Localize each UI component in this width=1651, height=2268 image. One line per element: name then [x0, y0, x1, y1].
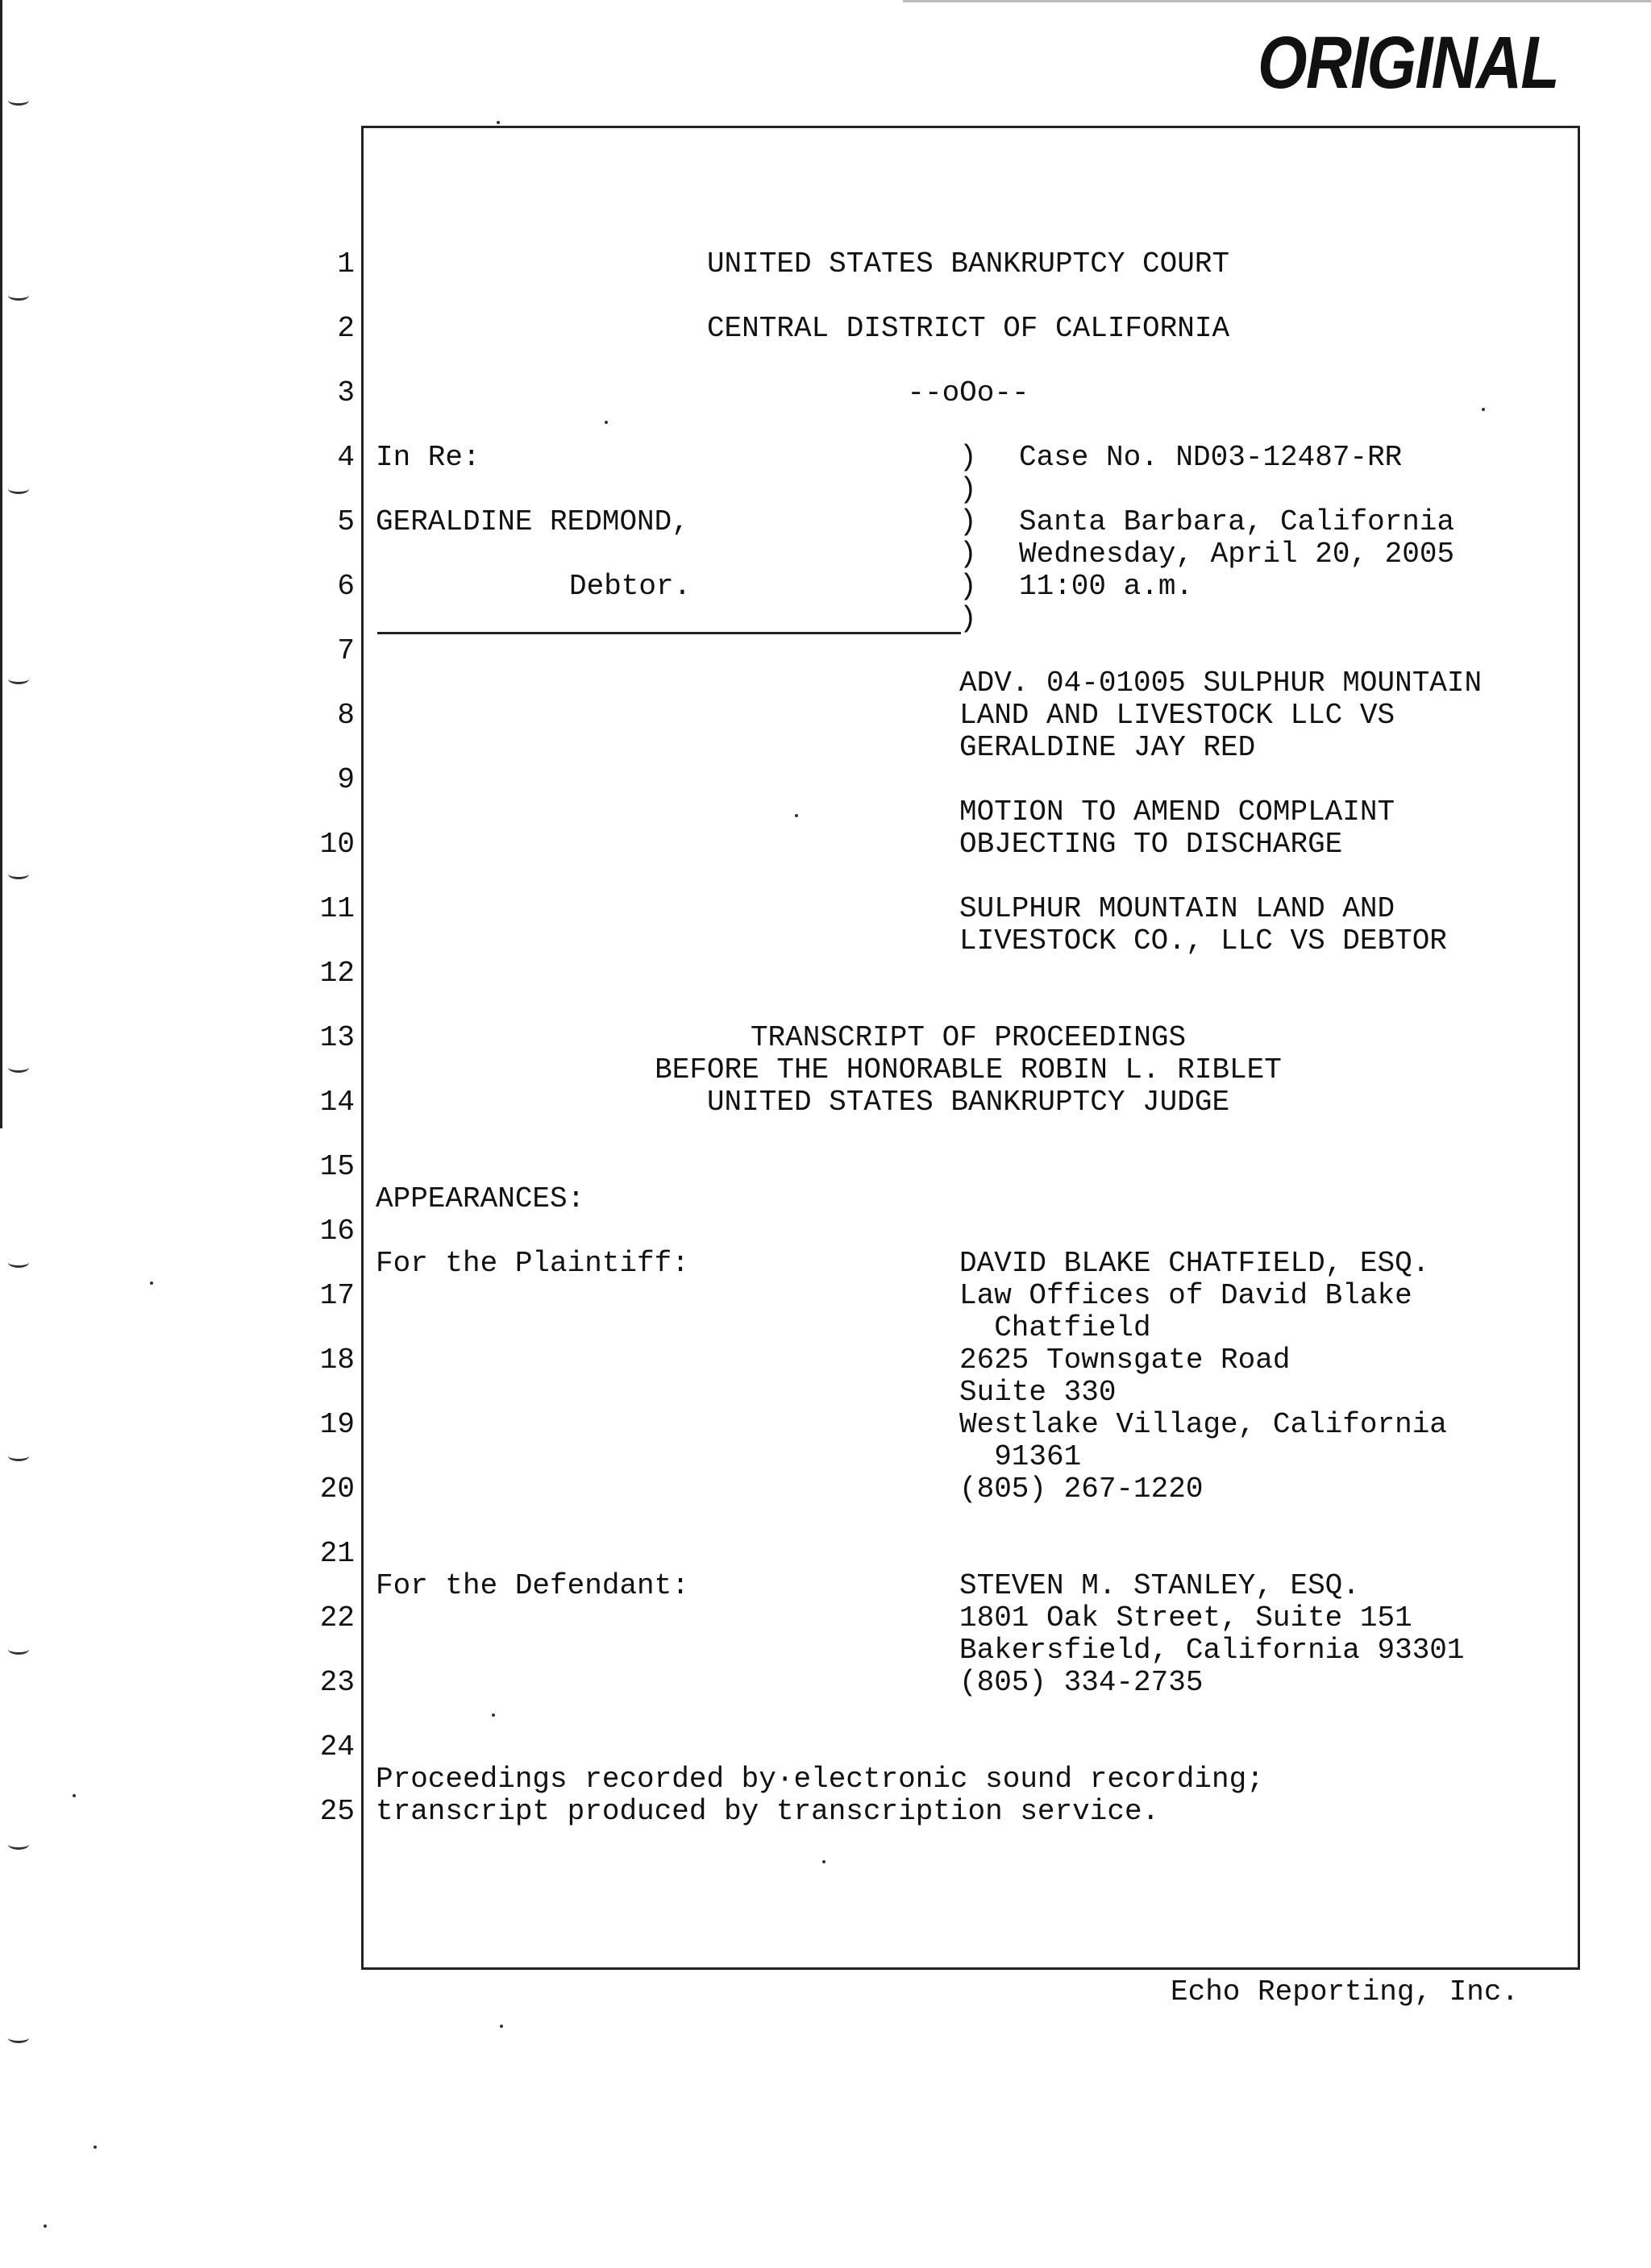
defendant-counsel-line: 1801 Oak Street, Suite 151	[959, 1601, 1412, 1635]
margin-tick	[8, 674, 29, 684]
motion-line: MOTION TO AMEND COMPLAINT	[959, 795, 1395, 829]
scan-speck	[150, 1281, 153, 1285]
line-number: 22	[319, 1601, 355, 1635]
line-number: 6	[337, 570, 355, 603]
line-number: 3	[337, 376, 355, 409]
caption-paren: )	[959, 538, 977, 571]
matter-line: LIVESTOCK CO., LLC VS DEBTOR	[959, 924, 1447, 957]
defendant-counsel-line: (805) 334-2735	[959, 1666, 1204, 1699]
scan-speck	[497, 121, 500, 124]
hearing-location: Santa Barbara, California	[1019, 505, 1455, 538]
caption-paren: )	[959, 570, 977, 603]
line-number: 19	[319, 1408, 355, 1441]
judge-title: UNITED STATES BANKRUPTCY JUDGE	[706, 1086, 1230, 1119]
line-number: 7	[337, 634, 355, 667]
line-number: 25	[319, 1795, 355, 1828]
plaintiff-counsel-line: 2625 Townsgate Road	[959, 1344, 1291, 1377]
margin-tick	[8, 1451, 29, 1461]
caption-paren: )	[959, 473, 977, 506]
district-name: CENTRAL DISTRICT OF CALIFORNIA	[706, 312, 1230, 345]
plaintiff-counsel-line: Chatfield	[959, 1311, 1151, 1344]
case-number: Case No. ND03-12487-RR	[1019, 441, 1403, 474]
scan-edge-rule	[0, 0, 2, 1128]
scan-speck	[73, 1794, 76, 1797]
debtor-label: Debtor.	[569, 570, 692, 603]
matter-line: SULPHUR MOUNTAIN LAND AND	[959, 892, 1395, 925]
transcript-title: TRANSCRIPT OF PROCEEDINGS	[750, 1021, 1187, 1054]
plaintiff-counsel-line: DAVID BLAKE CHATFIELD, ESQ.	[959, 1247, 1430, 1280]
line-number: 4	[337, 441, 355, 474]
line-number: 9	[337, 763, 355, 796]
line-number: 10	[319, 828, 355, 861]
caption-paren: )	[959, 505, 977, 538]
margin-tick	[8, 2033, 29, 2043]
court-name: UNITED STATES BANKRUPTCY COURT	[706, 247, 1230, 280]
defendant-counsel-line: Bakersfield, California 93301	[959, 1634, 1465, 1667]
appearances-heading: APPEARANCES:	[376, 1182, 585, 1215]
scan-speck	[94, 2145, 97, 2149]
hearing-time: 11:00 a.m.	[1019, 570, 1194, 603]
caption-paren: )	[959, 602, 977, 635]
defendant-label: For the Defendant:	[376, 1569, 689, 1602]
plaintiff-label: For the Plaintiff:	[376, 1247, 689, 1280]
margin-tick	[8, 290, 29, 301]
line-number: 14	[319, 1086, 355, 1119]
line-number: 17	[319, 1279, 355, 1312]
line-number: 23	[319, 1666, 355, 1699]
line-number: 5	[337, 505, 355, 538]
hearing-date: Wednesday, April 20, 2005	[1019, 538, 1455, 571]
scan-speck	[500, 2025, 503, 2028]
line-number: 13	[319, 1021, 355, 1054]
margin-tick	[8, 1257, 29, 1268]
line-number: 8	[337, 699, 355, 732]
margin-tick	[8, 869, 29, 879]
scan-speck	[44, 2224, 47, 2228]
debtor-name: GERALDINE REDMOND,	[376, 505, 689, 538]
line-number: 16	[319, 1215, 355, 1248]
margin-tick	[8, 1062, 29, 1073]
recording-note: Proceedings recorded by·electronic sound recording;	[376, 1763, 1264, 1796]
in-re-label: In Re:	[376, 441, 480, 474]
caption-rule	[377, 632, 961, 634]
line-number: 24	[319, 1730, 355, 1763]
line-number: 20	[319, 1473, 355, 1506]
plaintiff-counsel-line: 91361	[959, 1440, 1082, 1473]
recording-note: transcript produced by transcription service.	[376, 1795, 1160, 1828]
margin-tick	[8, 1644, 29, 1655]
margin-tick	[8, 484, 29, 494]
line-number: 1	[337, 247, 355, 280]
plaintiff-counsel-line: Suite 330	[959, 1376, 1117, 1409]
motion-line: OBJECTING TO DISCHARGE	[959, 828, 1343, 861]
header-divider: --oOo--	[907, 376, 1029, 409]
plaintiff-counsel-line: (805) 267-1220	[959, 1473, 1204, 1506]
margin-tick	[8, 1839, 29, 1850]
adversary-line: LAND AND LIVESTOCK LLC VS	[959, 699, 1395, 732]
line-number: 15	[319, 1150, 355, 1183]
original-stamp: ORIGINAL	[1258, 22, 1559, 104]
scan-top-rule	[903, 0, 1651, 2]
reporter-footer: Echo Reporting, Inc.	[1171, 1975, 1520, 2008]
margin-tick	[8, 95, 29, 106]
plaintiff-counsel-line: Westlake Village, California	[959, 1408, 1447, 1441]
defendant-counsel-line: STEVEN M. STANLEY, ESQ.	[959, 1569, 1360, 1602]
line-number: 21	[319, 1537, 355, 1570]
line-number: 2	[337, 312, 355, 345]
adversary-line: GERALDINE JAY RED	[959, 731, 1256, 764]
judge-line: BEFORE THE HONORABLE ROBIN L. RIBLET	[655, 1053, 1282, 1086]
line-number: 18	[319, 1344, 355, 1377]
line-number: 11	[319, 892, 355, 925]
caption-paren: )	[959, 441, 977, 474]
adversary-line: ADV. 04-01005 SULPHUR MOUNTAIN	[959, 667, 1483, 700]
plaintiff-counsel-line: Law Offices of David Blake	[959, 1279, 1412, 1312]
line-number: 12	[319, 957, 355, 990]
